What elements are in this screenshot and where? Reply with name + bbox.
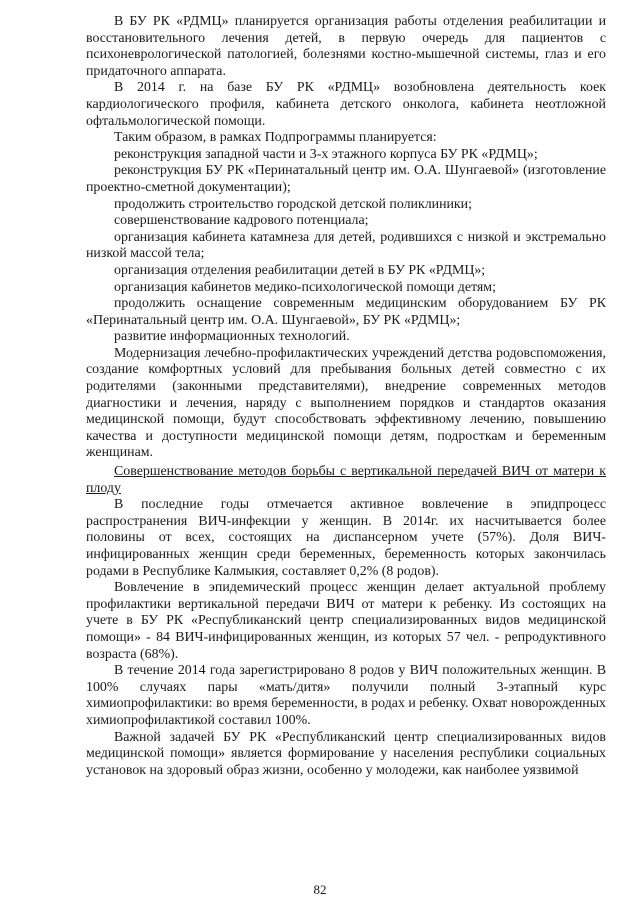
paragraph-hiv-vertical: Вовлечение в эпидемический процесс женщин делает актуальной проблему профилактики вертикальной передачи ВИЧ от матери к ребенку. Из состоящих на учете в БУ РК «Республиканский центр специализированных видов медицинской помощи» - 84 ВИЧ-инфицированных женщин, из которых 57 чел. - репродуктивного возраста (68%). [86, 580, 606, 662]
list-item-equipment: продолжить оснащение современным медицинским оборудованием БУ РК «Перинатальный центр им. О.А. Шунгаевой», БУ РК «РДМЦ»; [86, 296, 606, 328]
list-item-it: развитие информационных технологий. [114, 329, 350, 345]
section-heading-hiv: Совершенствование методов борьбы с вертикальной передачей ВИЧ от матери к плоду [86, 464, 606, 496]
list-item-reconstruction-west: реконструкция западной части и 3-х этажного корпуса БУ РК «РДМЦ»; [114, 146, 538, 162]
list-item-rehab-department: организация отделения реабилитации детей в БУ РК «РДМЦ»; [114, 262, 486, 278]
paragraph-2014-cardiology: В 2014 г. на базе БУ РК «РДМЦ» возобновлена деятельность коек кардиологического профиля, кабинета детского онколога, кабинета неотложной офтальмологической помощи. [86, 80, 606, 129]
paragraph-hiv-women: В последние годы отмечается активное вовлечение в эпидпроцесс распространения ВИЧ-инфекции у женщин. В 2014г. их насчитывается более половины от всех, состоящих на диспансерном учете (57%). Доля ВИЧ-инфицированных женщин среди беременных, беременность которых закончилась родами в Республике Калмыкия, составляет 0,2% (8 родов). [86, 497, 606, 579]
paragraph-rehab-department: В БУ РК «РДМЦ» планируется организация работы отделения реабилитации и восстановительного лечения детей, в первую очередь для пациентов с психоневрологической патологией, болезнями костно-мышечной системы, глаз и его придаточного аппарата. [86, 14, 606, 79]
list-item-polyclinic: продолжить строительство городской детской поликлиники; [114, 196, 472, 212]
list-item-psychological-help: организация кабинетов медико-психологической помощи детям; [114, 279, 496, 295]
document-page [86, 14, 606, 779]
paragraph-modernization: Модернизация лечебно-профилактических учреждений детства родовспоможения, создание комфортных условий для пребывания больных детей совместно с их родителями (законными представителями), внедрение современных методов диагностики и лечения, наряду с выполнением порядков и стандартов оказания медицинской помощи, будут способствовать эффективному лечению, повышению качества и доступности медицинской помощи детям, подросткам и беременным женщинам. [86, 345, 606, 461]
list-item-personnel: совершенствование кадрового потенциала; [114, 213, 369, 229]
list-item-reconstruction-perinatal: реконструкция БУ РК «Перинатальный центр им. О.А. Шунгаевой» (изготовление проектно-сметной документации); [86, 163, 606, 195]
paragraph-healthy-lifestyle: Важной задачей БУ РК «Республиканский центр специализированных видов медицинской помощи» является формирование у населения республики социальных установок на здоровый образ жизни, особенно у молодежи, как наиболее уязвимой [86, 729, 606, 778]
list-item-catamnesis: организация кабинета катамнеза для детей, родившихся с низкой и экстремально низкой массой тела; [86, 229, 606, 262]
paragraph-subprogram-intro: Таким образом, в рамках Подпрограммы планируется: [114, 130, 437, 146]
page-number: 82 [313, 882, 327, 897]
paragraph-hiv-births: В течение 2014 года зарегистрировано 8 родов у ВИЧ положительных женщин. В 100% случаях пары «мать/дитя» получили полный 3-этапный курс химиопрофилактики: во время беременности, в родах и ребенку. Охват новорожденных химиопрофилактикой составил 100%. [86, 663, 606, 728]
